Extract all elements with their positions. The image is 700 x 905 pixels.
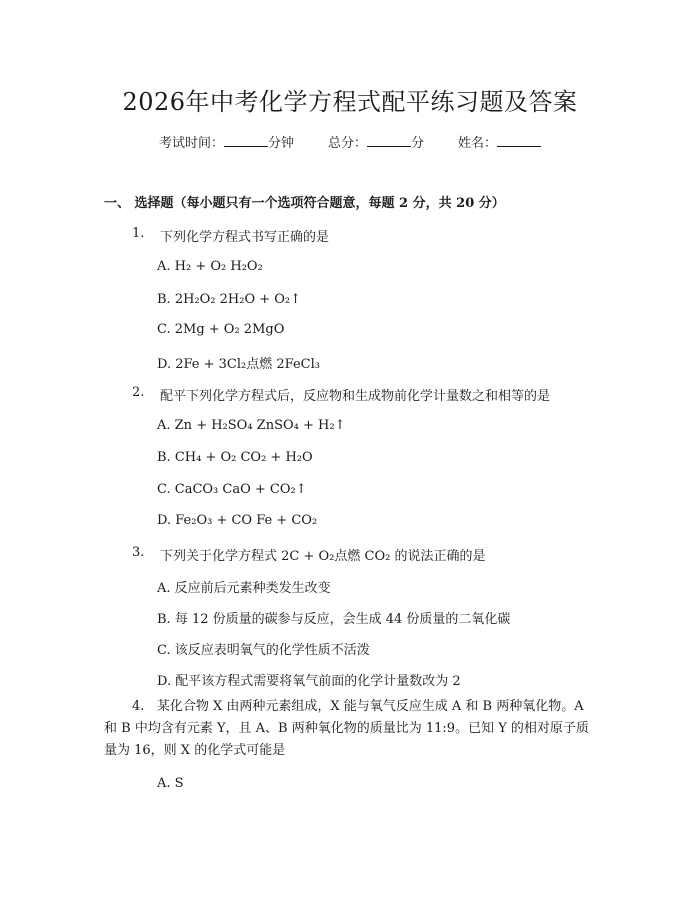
option-c: C. 2Mg + O₂ 2MgO: [157, 322, 285, 337]
option-d: D. 配平该方程式需要将氧气前面的化学计量数改为 2: [157, 674, 461, 689]
score-unit: 分: [411, 136, 425, 151]
option-d: D. Fe₂O₃ + CO Fe + CO₂: [157, 513, 318, 528]
option-a: A. 反应前后元素种类发生改变: [157, 581, 331, 596]
option-c: C. 该反应表明氧气的化学性质不活泼: [157, 643, 370, 658]
score-blank: [367, 134, 411, 147]
option-b: B. CH₄ + O₂ CO₂ + H₂O: [157, 450, 313, 465]
question-paragraph: [104, 696, 594, 762]
score-label: 总分：: [327, 136, 367, 151]
question-number: 4.: [132, 699, 145, 714]
option-b: B. 每 12 份质量的碳参与反应，会生成 44 份质量的二氧化碳: [157, 612, 511, 627]
name-label: 姓名：: [458, 136, 498, 151]
page-title: 2026年中考化学方程式配平练习题及答案: [122, 88, 578, 116]
question-text: 某化合物 X 由两种元素组成，X 能与氧气反应生成 A 和 B 两种氧化物。A 和 B 中均含有元素 Y，且 A、B 两种氧化物的质量比为 11:9。已知 Y 的相对原子质量为 16，则 X 的化学式可能是: [104, 699, 589, 758]
time-blank: [224, 134, 268, 147]
option-a: A. H₂ + O₂ H₂O₂: [157, 259, 263, 274]
question-number: 3.: [132, 545, 145, 560]
option-b: B. 2H₂O₂ 2H₂O + O₂↑: [157, 292, 302, 307]
option-a: A. Zn + H₂SO₄ ZnSO₄ + H₂↑: [157, 418, 346, 433]
question-text: 下列关于化学方程式 2C + O₂点燃 CO₂ 的说法正确的是: [160, 549, 486, 564]
option-a: A. S: [157, 776, 184, 791]
question-text: 配平下列化学方程式后，反应物和生成物前化学计量数之和相等的是: [160, 389, 551, 404]
question-number: 2.: [132, 385, 145, 400]
exam-meta: [0, 132, 700, 151]
section-heading-choice: 一、 选择题（每小题只有一个选项符合题意，每题 2 分，共 20 分）: [104, 196, 505, 211]
time-unit: 分钟: [267, 136, 294, 151]
option-c: C. CaCO₃ CaO + CO₂↑: [157, 482, 307, 497]
question-text: 下列化学方程式书写正确的是: [160, 230, 330, 245]
option-d: D. 2Fe + 3Cl₂点燃 2FeCl₃: [157, 357, 320, 372]
name-blank: [497, 134, 541, 147]
time-label: 考试时间：: [158, 136, 224, 151]
question-number: 1.: [132, 226, 145, 241]
